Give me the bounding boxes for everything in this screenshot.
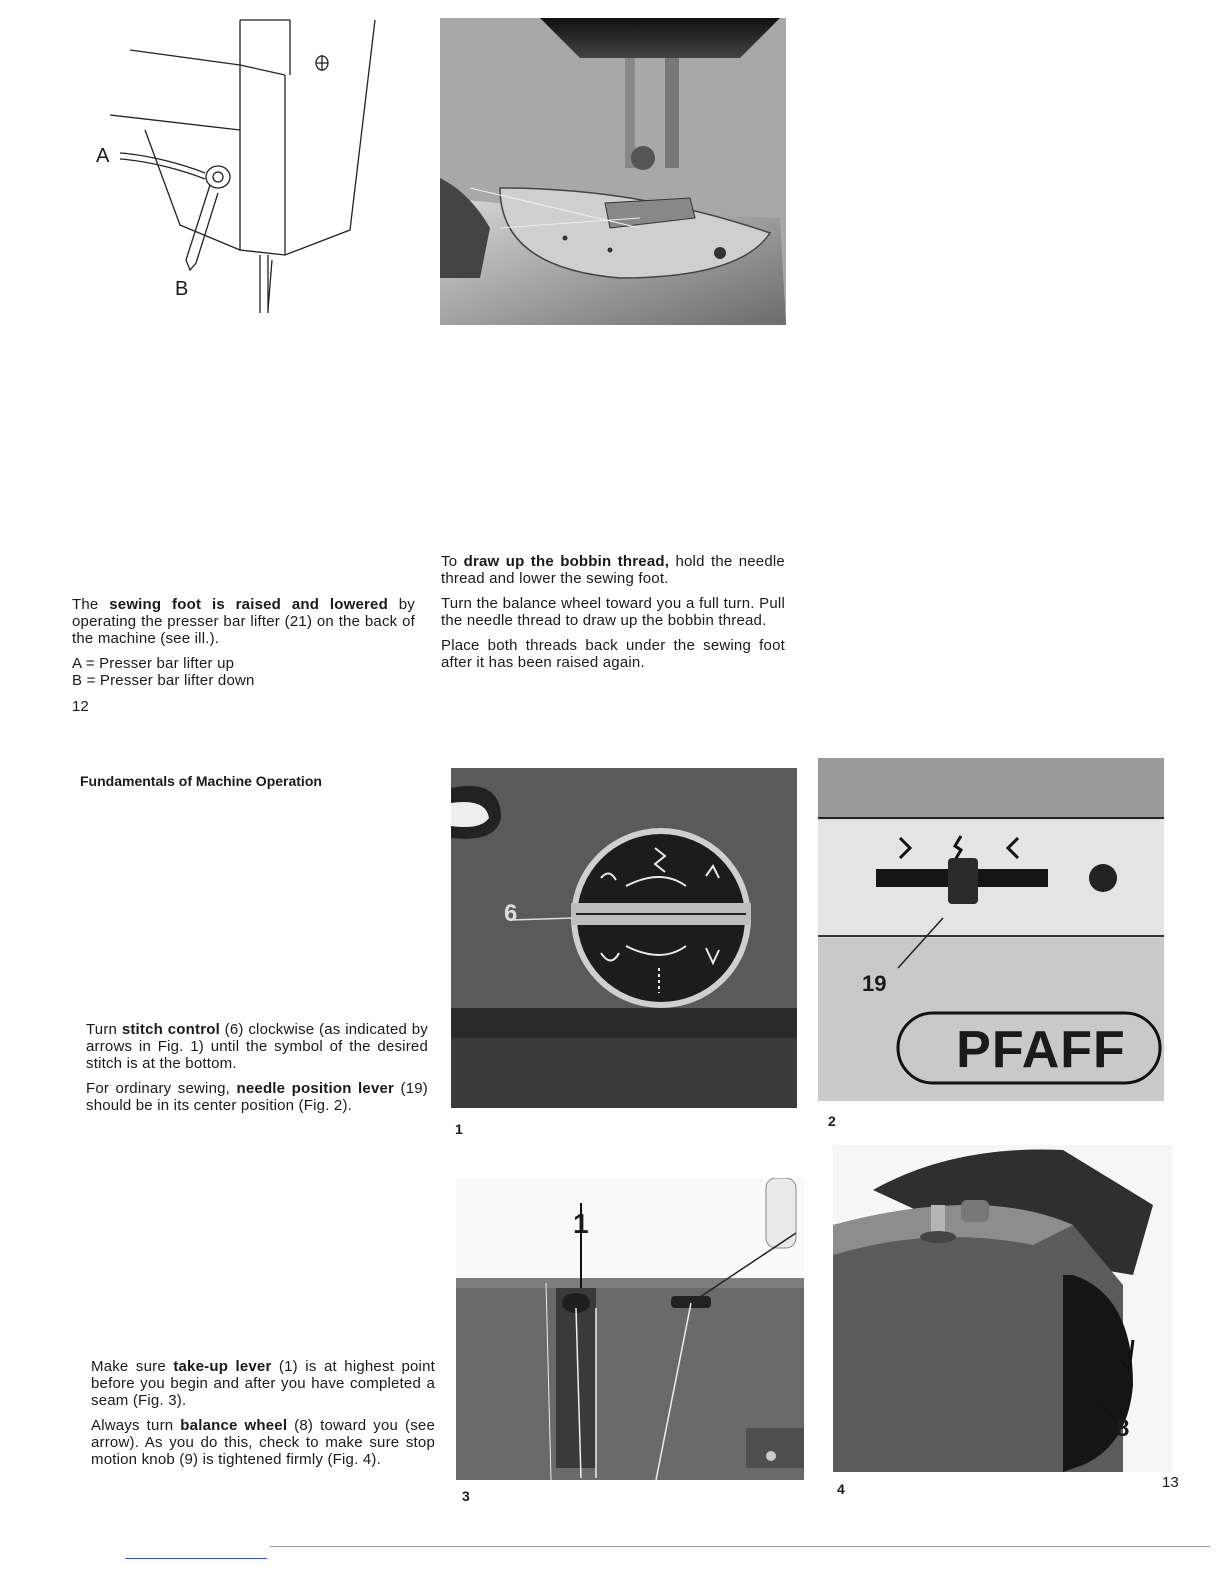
page-number-12: 12 bbox=[72, 698, 89, 715]
bobbin-paragraph-1: To draw up the bobbin thread, hold the needle thread and lower the sewing foot. bbox=[441, 553, 785, 587]
figure-4-callout: 8 bbox=[1116, 1415, 1130, 1442]
needle-position-paragraph: For ordinary sewing, needle position lever (19) should be in its center position (Fig. 2). bbox=[86, 1080, 428, 1114]
figure-1-callout: 6 bbox=[504, 900, 518, 927]
legend-line-b: B = Presser bar lifter down bbox=[72, 672, 255, 689]
needle-sewing-foot-photo bbox=[440, 18, 786, 325]
take-up-lever-paragraph: Make sure take-up lever (1) is at highest point before you begin and after you have completed a seam (Fig. 3). bbox=[91, 1358, 435, 1409]
figure-2-number: 2 bbox=[828, 1113, 836, 1129]
figure-4-balance-wheel-photo bbox=[833, 1145, 1173, 1472]
figure-3-take-up-lever-photo bbox=[456, 1178, 804, 1480]
figure-2-callout: 19 bbox=[862, 971, 887, 996]
legend-line-a: A = Presser bar lifter up bbox=[72, 655, 235, 672]
bottom-rule-blue bbox=[125, 1558, 267, 1559]
bobbin-paragraph-3: Place both threads back under the sewing foot after it has been raised again. bbox=[441, 637, 785, 671]
figure-4-number: 4 bbox=[837, 1481, 845, 1497]
figure-2-needle-position-photo bbox=[818, 758, 1164, 1101]
figure-1-stitch-control-photo bbox=[451, 768, 797, 1108]
section-heading: Fundamentals of Machine Operation bbox=[80, 773, 322, 789]
figure-3-number: 3 bbox=[462, 1488, 470, 1504]
presser-foot-paragraph: The sewing foot is raised and lowered by operating the presser bar lifter (21) on the back of the machine (see ill.). bbox=[72, 596, 415, 647]
presser-bar-lifter-illustration bbox=[90, 15, 390, 315]
label-b: B bbox=[175, 278, 189, 300]
figure-1-number: 1 bbox=[455, 1121, 463, 1137]
bottom-rule-grey bbox=[270, 1546, 1210, 1547]
bobbin-thread-instructions bbox=[441, 553, 785, 679]
stitch-control-instructions bbox=[86, 1021, 428, 1122]
label-a: A bbox=[96, 145, 110, 167]
take-up-lever-instructions bbox=[91, 1358, 435, 1476]
presser-foot-instructions bbox=[72, 596, 415, 689]
figure-3-callout: 1 bbox=[573, 1208, 589, 1239]
bobbin-paragraph-2: Turn the balance wheel toward you a full turn. Pull the needle thread to draw up the bobbin thread. bbox=[441, 595, 785, 629]
page-number-13: 13 bbox=[1162, 1474, 1179, 1491]
balance-wheel-paragraph: Always turn balance wheel (8) toward you (see arrow). As you do this, check to make sure stop motion knob (9) is tightened firmly (Fig. 4). bbox=[91, 1417, 436, 1468]
stitch-control-paragraph: Turn stitch control (6) clockwise (as indicated by arrows in Fig. 1) until the symbol of the desired stitch is at the bottom. bbox=[86, 1021, 428, 1072]
pfaff-logo: PFAFF bbox=[956, 1021, 1126, 1079]
